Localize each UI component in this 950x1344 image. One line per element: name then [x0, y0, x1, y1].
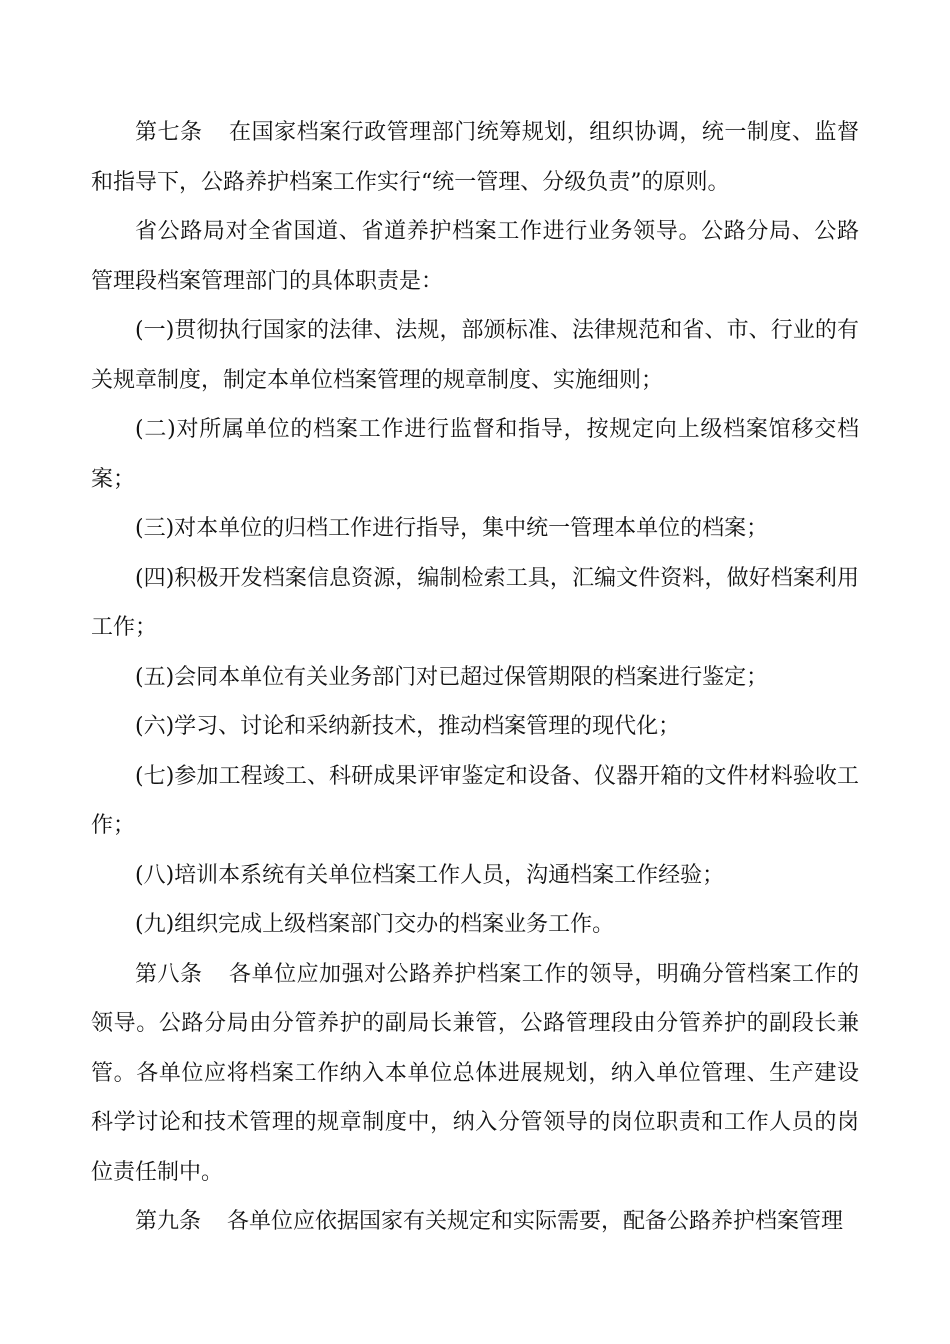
paragraph-text: (三)对本单位的归档工作进行指导，集中统一管理本单位的档案； [135, 516, 769, 541]
paragraph-text: (九)组织完成上级档案部门交办的档案业务工作。 [135, 912, 615, 937]
list-item-duty-1 [91, 306, 859, 405]
paragraph-article-7 [91, 108, 859, 207]
paragraph-text: (一)贯彻执行国家的法律、法规，部颁标准、法律规范和省、市、行业的有关规章制度，制定本单位档案管理的规章制度、实施细则； [91, 318, 859, 393]
paragraph-article-8 [91, 950, 859, 1198]
list-item-duty-2 [91, 405, 859, 504]
list-item-duty-5 [91, 653, 859, 703]
paragraph-provincial-bureau [91, 207, 859, 306]
list-item-duty-6 [91, 702, 859, 752]
paragraph-text: (四)积极开发档案信息资源，编制检索工具，汇编文件资料，做好档案利用工作； [91, 565, 859, 640]
article-number: 第八条 [135, 961, 203, 987]
paragraph-text: 省公路局对全省国道、省道养护档案工作进行业务领导。公路分局、公路管理段档案管理部门的具体职责是： [91, 219, 859, 294]
article-number: 第七条 [135, 120, 203, 145]
paragraph-text: 在国家档案行政管理部门统筹规划，组织协调，统一制度、监督和指导下，公路养护档案工作实行“统一管理、分级负责”的原则。 [91, 120, 859, 195]
paragraph-text: 各单位应加强对公路养护档案工作的领导，明确分管档案工作的领导。公路分局由分管养护的副局长兼管，公路管理段由分管养护的副段长兼管。各单位应将档案工作纳入本单位总体进展规划，纳入单位管理、生产建设科学讨论和技术管理的规章制度中，纳入分管领导的岗位职责和工作人员的岗位责任制中。 [91, 961, 859, 1185]
list-item-duty-4 [91, 554, 859, 653]
paragraph-text: (五)会同本单位有关业务部门对已超过保管期限的档案进行鉴定； [135, 664, 769, 690]
paragraph-text: (七)参加工程竣工、科研成果评审鉴定和设备、仪器开箱的文件材料验收工作； [91, 763, 859, 838]
list-item-duty-9 [91, 900, 859, 950]
list-item-duty-8 [91, 851, 859, 901]
paragraph-article-9 [91, 1197, 859, 1247]
paragraph-text: 各单位应依据国家有关规定和实际需要，配备公路养护档案管理 [227, 1209, 844, 1234]
paragraph-text: (二)对所属单位的档案工作进行监督和指导，按规定向上级档案馆移交档案； [91, 417, 859, 492]
list-item-duty-7 [91, 752, 859, 851]
paragraph-text: (六)学习、讨论和采纳新技术，推动档案管理的现代化； [135, 714, 681, 739]
list-item-duty-3 [91, 504, 859, 554]
article-number: 第九条 [135, 1209, 202, 1234]
document-page [91, 108, 859, 1247]
paragraph-text: (八)培训本系统有关单位档案工作人员，沟通档案工作经验； [135, 862, 725, 888]
